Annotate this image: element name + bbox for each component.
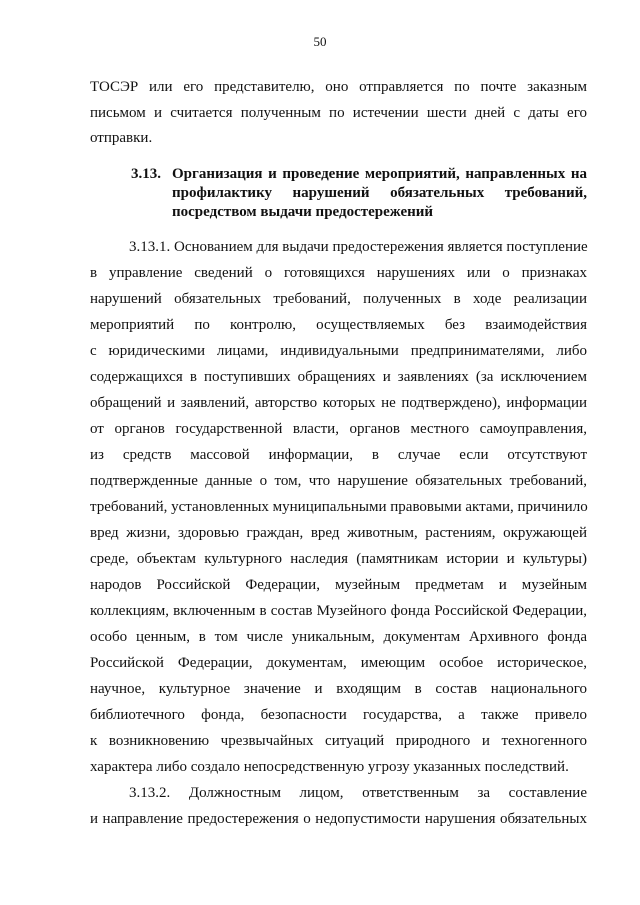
paragraph-line: требований, установленных муниципальными правовыми актами, причинило: [90, 499, 588, 515]
section-number: 3.13.: [131, 166, 161, 182]
intro-line: ТОСЭР или его представителю, оно отправляется по почте заказным: [90, 79, 587, 95]
paragraph-line: подтвержденные данные о том, что нарушение обязательных требований,: [90, 473, 587, 489]
page-number: 50: [313, 34, 327, 49]
paragraph-line: коллекциям, включенным в состав Музейного фонда Российской Федерации,: [90, 603, 587, 619]
paragraph-line: нарушений обязательных требований, полученных в ходе реализации: [90, 291, 587, 307]
paragraph-line: народов Российской Федерации, музейным предметам и музейным: [90, 577, 587, 593]
section-title-line: профилактику нарушений обязательных требований,: [172, 185, 587, 201]
paragraph-line: с юридическими лицами, индивидуальными предпринимателями, либо: [90, 343, 587, 359]
section-title-line: посредством выдачи предостережений: [172, 204, 434, 220]
paragraph-line: 3.13.1. Основанием для выдачи предостережения является поступление: [129, 239, 588, 255]
paragraph-line: вред жизни, здоровью граждан, вред животным, растениям, окружающей: [90, 525, 587, 541]
paragraph-line: библиотечного фонда, безопасности государства, а также привело: [90, 707, 587, 723]
paragraph-line: научное, культурное значение и входящим в состав национального: [90, 681, 587, 697]
paragraph-line: мероприятий по контролю, осуществляемых без взаимодействия: [90, 317, 587, 333]
paragraph-line: к возникновению чрезвычайных ситуаций природного и техногенного: [90, 733, 587, 749]
paragraph-line: характера либо создало непосредственную угрозу указанных последствий.: [90, 759, 569, 775]
paragraph-line: особо ценным, в том числе уникальным, документам Архивного фонда: [90, 629, 587, 645]
paragraph-line: в управление сведений о готовящихся нарушениях или о признаках: [90, 265, 587, 281]
paragraph-line: 3.13.2. Должностным лицом, ответственным за составление: [129, 785, 587, 801]
paragraph-line: обращений и заявлений, авторство которых не подтверждено), информации: [90, 395, 587, 411]
paragraph-line: и направление предостережения о недопустимости нарушения обязательных: [90, 811, 587, 827]
paragraph-line: содержащихся в поступивших обращениях и заявлениях (за исключением: [90, 369, 587, 385]
paragraph-line: среде, объектам культурного наследия (памятникам истории и культуры): [90, 551, 587, 567]
intro-line: письмом и считается полученным по истечении шести дней с даты его: [90, 105, 587, 121]
intro-line: отправки.: [90, 130, 153, 146]
paragraph-line: от органов государственной власти, органов местного самоуправления,: [90, 421, 587, 437]
paragraph-line: Российской Федерации, документам, имеющим особое историческое,: [90, 655, 587, 671]
section-title-line: Организация и проведение мероприятий, направленных на: [172, 166, 587, 182]
paragraph-line: из средств массовой информации, в случае если отсутствуют: [90, 447, 587, 463]
